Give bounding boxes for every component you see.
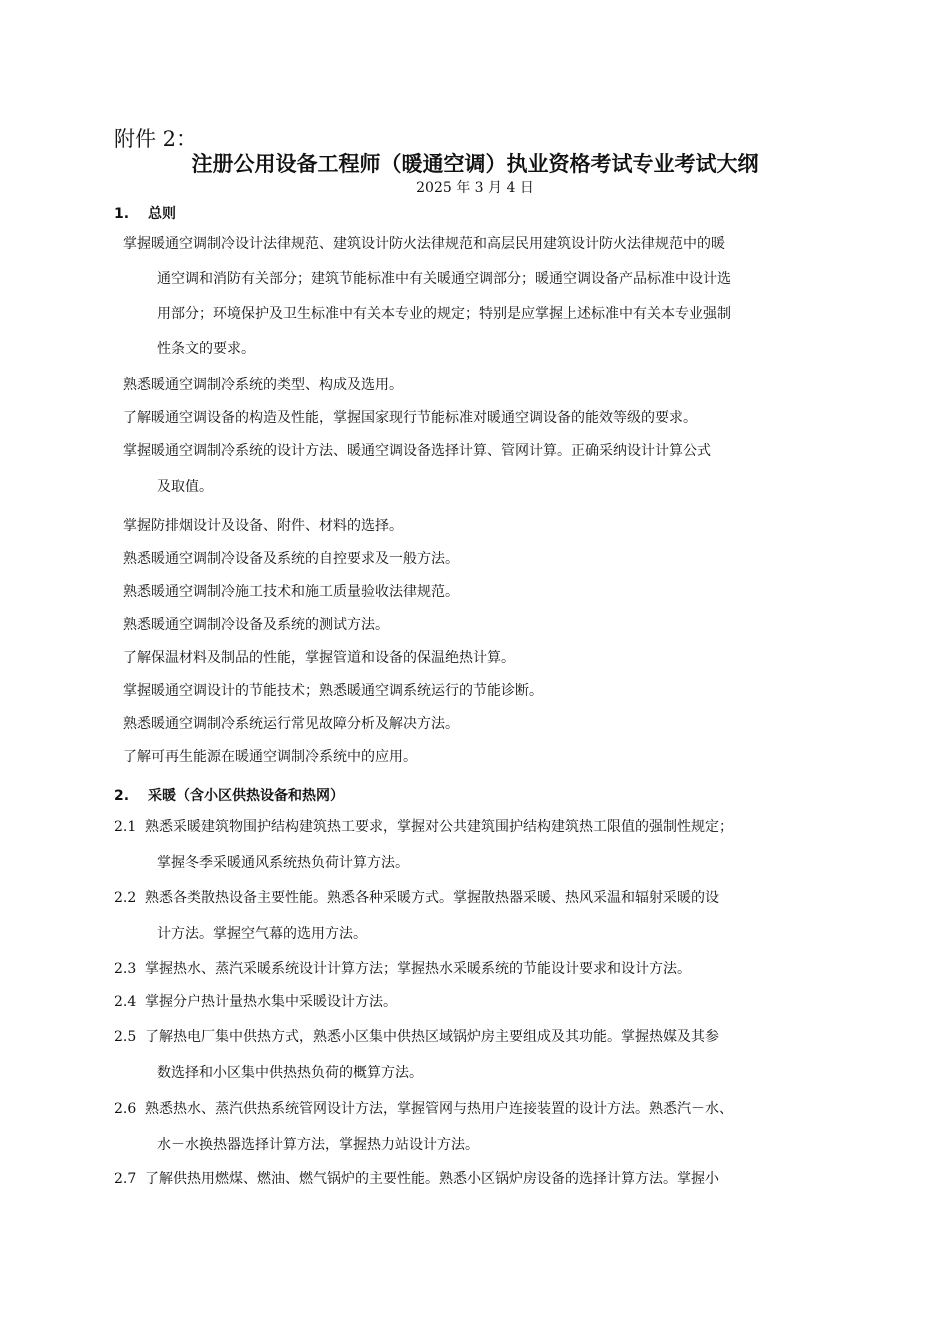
subsection-first-line <box>114 880 854 916</box>
subsection-item <box>114 880 854 952</box>
subsection-text: 掌握热水、蒸汽采暖系统设计计算方法；掌握热水采暖系统的节能设计要求和设计方法。 <box>145 961 691 977</box>
list-item-line: 掌握暖通空调制冷设计法律规范、建筑设计防火法律规范和高层民用建筑设计防火法律规范中的暖 <box>123 236 725 252</box>
list-item-line: 了解暖通空调设备的构造及性能，掌握国家现行节能标准对暖通空调设备的能效等级的要求。 <box>123 410 697 426</box>
subsection-first-line <box>114 984 854 1020</box>
list-item <box>123 508 853 544</box>
list-item-line: 了解可再生能源在暖通空调制冷系统中的应用。 <box>123 749 417 765</box>
subsection-first-line <box>114 951 854 987</box>
list-item-line: 掌握暖通空调设计的节能技术；熟悉暖通空调系统运行的节能诊断。 <box>123 683 543 699</box>
document-title: 注册公用设备工程师（暖通空调）执业资格考试专业考试大纲 <box>191 152 759 176</box>
section-title: 总则 <box>148 206 176 222</box>
subsection-line: 水－水换热器选择计算方法，掌握热力站设计方法。 <box>157 1137 479 1153</box>
subsection-number: 2.7 <box>114 1171 137 1187</box>
subsection-item <box>114 809 854 881</box>
subsection-line: 计方法。掌握空气幕的选用方法。 <box>157 926 367 942</box>
list-item-line: 性条文的要求。 <box>157 341 255 357</box>
subsection-number: 2.4 <box>114 994 137 1010</box>
subsection-first-line <box>114 1019 854 1055</box>
subsection-number: 2.2 <box>114 890 137 906</box>
list-item <box>123 739 853 775</box>
list-item <box>123 227 853 367</box>
subsection-line: 数选择和小区集中供热热负荷的概算方法。 <box>157 1065 423 1081</box>
list-item <box>123 574 853 610</box>
subsection-first-line <box>114 809 854 845</box>
section-heading-1 <box>114 203 176 223</box>
list-item <box>123 367 853 403</box>
subsection-item <box>114 1091 854 1163</box>
subsection-text: 了解供热用燃煤、燃油、燃气锅炉的主要性能。熟悉小区锅炉房设备的选择计算方法。掌握小 <box>145 1171 719 1187</box>
list-item-line: 掌握暖通空调制冷系统的设计方法、暖通空调设备选择计算、管网计算。正确采纳设计计算公式 <box>123 443 711 459</box>
subsection-item <box>114 1019 854 1091</box>
subsection-item <box>114 951 854 987</box>
subsection-number: 2.5 <box>114 1029 137 1045</box>
section-number: 1. <box>114 206 130 222</box>
list-item <box>123 706 853 742</box>
document-date: 2025 年 3 月 4 日 <box>416 180 534 196</box>
list-item-line: 熟悉暖通空调制冷系统的类型、构成及选用。 <box>123 377 403 393</box>
list-item-line: 掌握防排烟设计及设备、附件、材料的选择。 <box>123 518 403 534</box>
list-item <box>123 541 853 577</box>
subsection-text: 熟悉热水、蒸汽供热系统管网设计方法，掌握管网与热用户连接装置的设计方法。熟悉汽－水、 <box>145 1101 733 1117</box>
list-item-line: 熟悉暖通空调制冷设备及系统的测试方法。 <box>123 617 389 633</box>
list-item <box>123 607 853 643</box>
subsection-number: 2.6 <box>114 1101 137 1117</box>
list-item <box>123 400 853 436</box>
list-item <box>123 640 853 676</box>
subsection-number: 2.3 <box>114 961 137 977</box>
section-title: 采暖（含小区供热设备和热网） <box>148 788 344 804</box>
list-item-line: 熟悉暖通空调制冷施工技术和施工质量验收法律规范。 <box>123 584 459 600</box>
attachment-label: 附件 2： <box>114 127 198 151</box>
list-item-line: 用部分；环境保护及卫生标准中有关本专业的规定；特别是应掌握上述标准中有关本专业强制 <box>157 306 731 322</box>
section-heading-2 <box>114 785 344 805</box>
subsection-item <box>114 1161 854 1197</box>
list-item <box>123 673 853 709</box>
list-item-line: 熟悉暖通空调制冷系统运行常见故障分析及解决方法。 <box>123 716 459 732</box>
subsection-text: 熟悉各类散热设备主要性能。熟悉各种采暖方式。掌握散热器采暖、热风采温和辐射采暖的设 <box>145 890 719 906</box>
list-item <box>123 433 853 505</box>
subsection-number: 2.1 <box>114 819 137 835</box>
subsection-first-line <box>114 1091 854 1127</box>
subsection-text: 熟悉采暖建筑物围护结构建筑热工要求，掌握对公共建筑围护结构建筑热工限值的强制性规定； <box>145 819 733 835</box>
subsection-text: 了解热电厂集中供热方式，熟悉小区集中供热区域锅炉房主要组成及其功能。掌握热媒及其参 <box>145 1029 719 1045</box>
list-item-line: 通空调和消防有关部分；建筑节能标准中有关暖通空调部分；暖通空调设备产品标准中设计选 <box>157 271 731 287</box>
subsection-item <box>114 984 854 1020</box>
subsection-text: 掌握分户热计量热水集中采暖设计方法。 <box>145 994 397 1010</box>
section-number: 2. <box>114 788 130 804</box>
subsection-first-line <box>114 1161 854 1197</box>
subsection-line: 掌握冬季采暖通风系统热负荷计算方法。 <box>157 855 409 871</box>
list-item-line: 熟悉暖通空调制冷设备及系统的自控要求及一般方法。 <box>123 551 459 567</box>
list-item-line: 了解保温材料及制品的性能，掌握管道和设备的保温绝热计算。 <box>123 650 515 666</box>
list-item-line: 及取值。 <box>157 479 213 495</box>
